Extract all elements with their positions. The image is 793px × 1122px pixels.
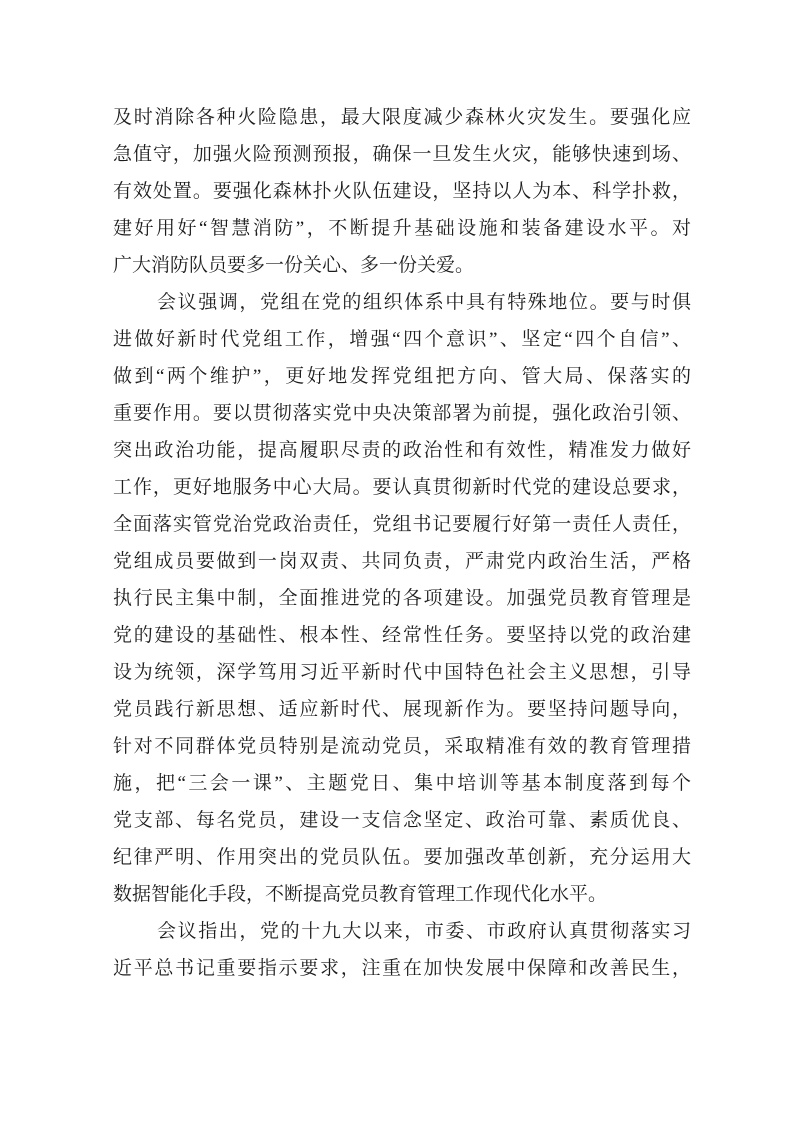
text-line: 做到“两个维护”，更好地发挥党组把方向、管大局、保落实的 xyxy=(113,366,691,387)
paragraph xyxy=(113,99,691,284)
text-line: 近平总书记重要指示要求，注重在加快发展中保障和改善民生， xyxy=(113,958,691,979)
text-line: 急值守，加强火险预测预报，确保一旦发生火灾，能够快速到场、 xyxy=(113,144,691,165)
text-line: 有效处置。要强化森林扑火队伍建设，坚持以人为本、科学扑救， xyxy=(113,181,691,202)
text-line: 工作，更好地服务中心大局。要认真贯彻新时代党的建设总要求， xyxy=(113,477,691,498)
text-line: 党组成员要做到一岗双责、共同负责，严肃党内政治生活，严格 xyxy=(113,551,691,572)
text-line: 广大消防队员要多一份关心、多一份关爱。 xyxy=(113,255,475,276)
text-line: 会议强调，党组在党的组织体系中具有特殊地位。要与时俱 xyxy=(157,292,691,313)
text-line: 施，把“三会一课”、主题党日、集中培训等基本制度落到每个 xyxy=(113,773,691,794)
text-line: 党支部、每名党员，建设一支信念坚定、政治可靠、素质优良、 xyxy=(113,810,691,831)
text-line: 全面落实管党治党政治责任，党组书记要履行好第一责任人责任， xyxy=(113,514,691,535)
text-line: 纪律严明、作用突出的党员队伍。要加强改革创新，充分运用大 xyxy=(113,847,691,868)
text-line: 重要作用。要以贯彻落实党中央决策部署为前提，强化政治引领、 xyxy=(113,403,691,424)
text-line: 进做好新时代党组工作，增强“四个意识”、坚定“四个自信”、 xyxy=(113,329,691,350)
text-line: 会议指出，党的十九大以来，市委、市政府认真贯彻落实习 xyxy=(157,921,691,942)
text-line: 党的建设的基础性、根本性、经常性任务。要坚持以党的政治建 xyxy=(113,625,691,646)
text-line: 数据智能化手段，不断提高党员教育管理工作现代化水平。 xyxy=(113,884,608,905)
text-line: 建好用好“智慧消防”，不断提升基础设施和装备建设水平。对 xyxy=(113,218,691,239)
text-line: 党员践行新思想、适应新时代、展现新作为。要坚持问题导向， xyxy=(113,699,691,720)
text-line: 执行民主集中制，全面推进党的各项建设。加强党员教育管理是 xyxy=(113,588,691,609)
paragraph xyxy=(113,284,691,913)
document-body xyxy=(113,99,691,987)
text-line: 针对不同群体党员特别是流动党员，采取精准有效的教育管理措 xyxy=(113,736,691,757)
text-line: 设为统领，深学笃用习近平新时代中国特色社会主义思想，引导 xyxy=(113,662,691,683)
paragraph xyxy=(113,913,691,987)
text-line: 及时消除各种火险隐患，最大限度减少森林火灾发生。要强化应 xyxy=(113,107,691,128)
text-line: 突出政治功能，提高履职尽责的政治性和有效性，精准发力做好 xyxy=(113,440,691,461)
